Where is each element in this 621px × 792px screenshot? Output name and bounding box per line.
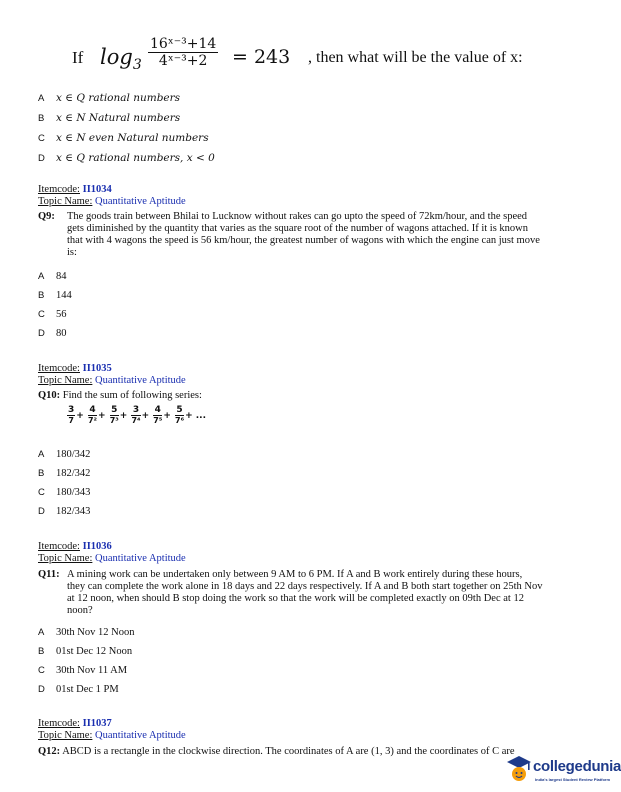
q10-series: $\frac{3}{7}$ + $\frac{4}{\text{7²}}$ + $\frac{5}{\text{7³}}$ + $\frac{3}{\text{7⁴}}$ + $\frac{4}{\text{7⁵}}$ + $\frac{5}{\text{7⁶}}$ + ... [68, 405, 207, 425]
q12-question: Q12: ABCD is a rectangle in the clockwise direction. The coordinates of A are (1, 3) and the coordinates of C are [38, 746, 515, 757]
q11-topic: Topic Name: Quantitative Aptitude [38, 553, 186, 564]
q12-header [38, 718, 186, 742]
brand-name: collegedunia [533, 758, 621, 775]
q10-itemcode: Itemcode: II1035 [38, 363, 112, 374]
q8-fraction [148, 36, 218, 69]
q9-option-b[interactable]: B 144 [38, 290, 72, 301]
q8-equation [72, 36, 592, 86]
q11-question: Q11: A mining work can be undertaken only between 9 AM to 6 PM. If A and B work entirely during these hours, they can complete the work alone in 18 days and 22 days respectively. If A and B both start together on 25th Nov at 12 noon, when should B stop doing the work so that the work will be completed exactly on 09th Dec at 12 noon? [38, 569, 543, 616]
series-term: $\frac{4}{\text{7²}}$ [87, 405, 98, 425]
q10-option-a[interactable]: A 180/342 [38, 449, 91, 460]
q10-option-b[interactable]: B 182/342 [38, 468, 91, 479]
q8-option-b[interactable]: B x ∈ N Natural numbers [38, 112, 181, 124]
series-term: $\frac{3}{7}$ [68, 405, 75, 425]
q11-option-b[interactable]: B 01st Dec 12 Noon [38, 646, 133, 657]
series-term: $\frac{5}{\text{7³}}$ [109, 405, 119, 425]
q10-option-d[interactable]: D 182/343 [38, 506, 91, 517]
brand-tagline: India's largest Student Review Platform [535, 777, 610, 782]
series-term: $\frac{4}{\text{7⁵}}$ [153, 405, 163, 425]
series-term: $\frac{5}{\text{7⁶}}$ [175, 405, 185, 425]
q11-itemcode: Itemcode: II1036 [38, 541, 112, 552]
q8-equals: = 243 [232, 46, 291, 68]
q10-topic: Topic Name: Quantitative Aptitude [38, 375, 186, 386]
q9-option-d[interactable]: D 80 [38, 328, 67, 339]
q9-header [38, 184, 186, 208]
q10-option-c[interactable]: C 180/343 [38, 487, 91, 498]
q9-option-c[interactable]: C 56 [38, 309, 67, 320]
q9-options [38, 271, 72, 347]
q11-options [38, 627, 134, 703]
q12-topic: Topic Name: Quantitative Aptitude [38, 730, 186, 741]
q8-numerator: 16ˣ⁻³+14 [150, 36, 217, 52]
q8-log: $\log_3$ [100, 45, 142, 74]
q8-option-d[interactable]: D x ∈ Q rational numbers, x < 0 [38, 152, 215, 164]
q10-header [38, 363, 186, 387]
q8-denominator: 4ˣ⁻³+2 [158, 53, 208, 69]
q11-option-d[interactable]: D 01st Dec 1 PM [38, 684, 119, 695]
q10-question: Q10: Find the sum of following series: [38, 390, 202, 401]
q10-options [38, 449, 90, 525]
q9-itemcode: Itemcode: II1034 [38, 184, 112, 195]
q8-prefix: If [72, 48, 84, 67]
q11-header [38, 541, 186, 565]
q8-option-a[interactable]: A x ∈ Q rational numbers [38, 92, 181, 104]
collegedunia-watermark [506, 752, 621, 790]
q8-options [38, 88, 215, 168]
series-tail: + ... [185, 411, 207, 421]
q9-option-a[interactable]: A 84 [38, 271, 67, 282]
q9-question: Q9: The goods train between Bhilai to Lucknow without rakes can go upto the speed of 72km/hour, and the speed gets diminished by the quantity that varies as the square root of the number of wagons attached. If it is known that with 4 wagons the speed is 56 km/hour, the greatest number of wagons with which the engine can just move is: [38, 211, 540, 258]
q11-option-a[interactable]: A 30th Nov 12 Noon [38, 627, 135, 638]
q12-itemcode: Itemcode: II1037 [38, 718, 112, 729]
q8-option-c[interactable]: C x ∈ N even Natural numbers [38, 132, 209, 144]
q9-topic: Topic Name: Quantitative Aptitude [38, 196, 186, 207]
q8-suffix: , then what will be the value of x: [308, 49, 523, 66]
q11-option-c[interactable]: C 30th Nov 11 AM [38, 665, 128, 676]
series-term: $\frac{3}{\text{7⁴}}$ [131, 405, 141, 425]
